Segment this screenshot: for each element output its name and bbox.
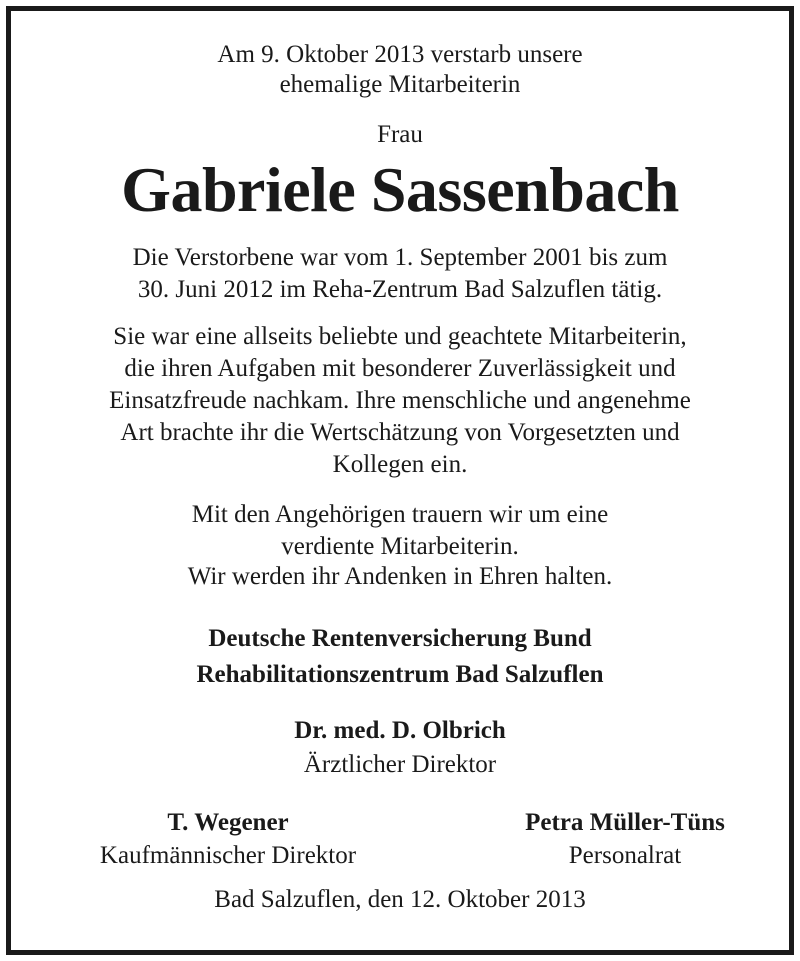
organization-line-2: Rehabilitationszentrum Bad Salzuflen xyxy=(196,661,604,688)
commercial-director-title: Kaufmännischer Direktor xyxy=(99,842,357,869)
tribute-line-3: Einsatzfreude nachkam. Ihre menschliche und angenehme xyxy=(109,387,691,414)
salutation: Frau xyxy=(377,121,423,148)
mourning-line-1: Mit den Angehörigen trauern wir um eine xyxy=(191,501,609,528)
mourning-line-2: verdiente Mitarbeiterin. xyxy=(281,533,519,560)
organization-line-1: Deutsche Rentenversicherung Bund xyxy=(208,625,592,652)
place-and-date: Bad Salzuflen, den 12. Oktober 2013 xyxy=(214,886,586,913)
employment-line-2: 30. Juni 2012 im Reha-Zentrum Bad Salzuflen tätig. xyxy=(137,276,663,303)
tribute-line-4: Art brachte ihr die Wertschätzung von Vorgesetzten und xyxy=(120,419,680,446)
medical-director-title: Ärztlicher Direktor xyxy=(303,751,497,778)
tribute-line-5: Kollegen ein. xyxy=(332,451,468,478)
mourning-line-3: Wir werden ihr Andenken in Ehren halten. xyxy=(187,563,613,590)
staff-council-name: Petra Müller-Tüns xyxy=(525,809,725,836)
tribute-line-2: die ihren Aufgaben mit besonderer Zuverlässigkeit und xyxy=(124,355,676,382)
staff-council-title: Personalrat xyxy=(568,842,682,869)
medical-director-name: Dr. med. D. Olbrich xyxy=(294,717,506,744)
deceased-name: Gabriele Sassenbach xyxy=(121,154,679,225)
intro-line-2: ehemalige Mitarbeiterin xyxy=(279,71,521,98)
intro-line-1: Am 9. Oktober 2013 verstarb unsere xyxy=(217,41,583,68)
commercial-director-name: T. Wegener xyxy=(167,809,289,836)
tribute-line-1: Sie war eine allseits beliebte und geachtete Mitarbeiterin, xyxy=(113,323,687,350)
employment-line-1: Die Verstorbene war vom 1. September 2001 bis zum xyxy=(132,244,668,271)
